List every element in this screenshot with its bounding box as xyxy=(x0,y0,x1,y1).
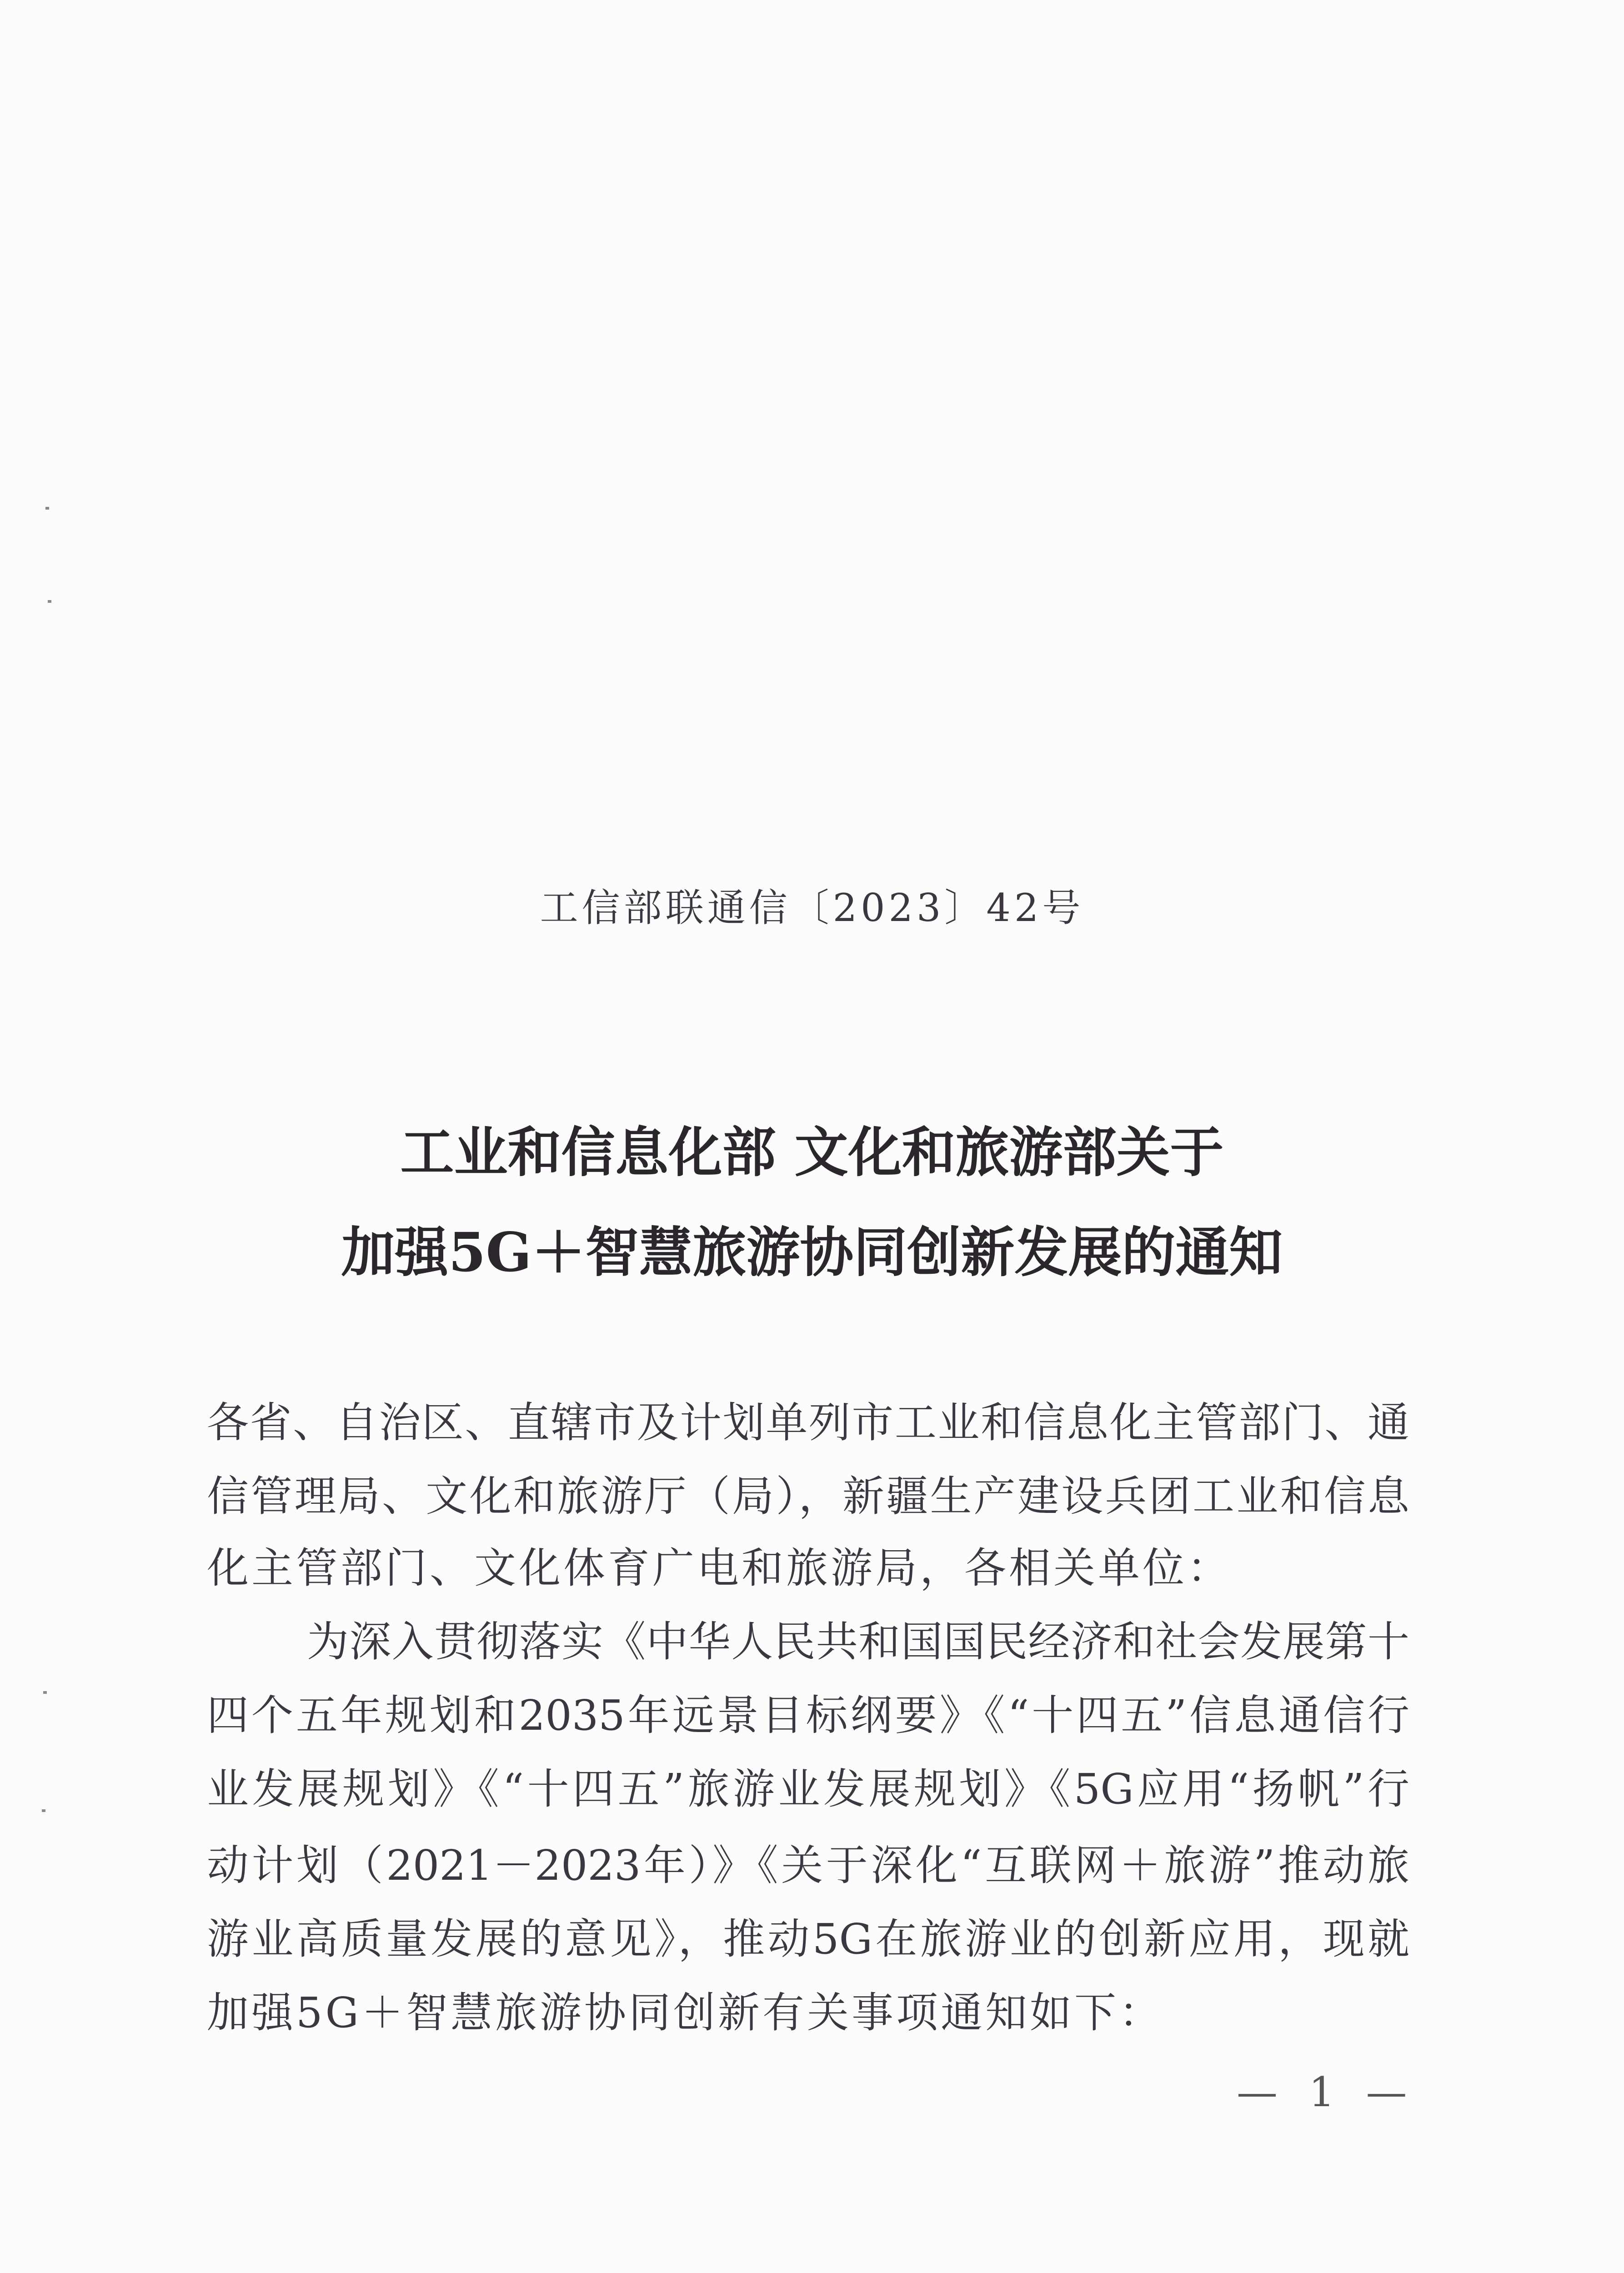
body-line: 动计划（2021－2023年）》《关于深化“互联网＋旅游”推动旅 xyxy=(207,1841,1409,1890)
scan-mark xyxy=(43,1691,47,1694)
scan-mark xyxy=(48,600,51,603)
body-line: 游业高质量发展的意见》，推动5G在旅游业的创新应用，现就 xyxy=(207,1915,1409,1963)
scan-mark xyxy=(45,507,49,510)
body-line: 加强5G＋智慧旅游协同创新有关事项通知如下： xyxy=(207,1988,1164,2037)
document-title-line-2: 加强5G＋智慧旅游协同创新发展的通知 xyxy=(341,1221,1283,1284)
body-line: 业发展规划》《“十四五”旅游业发展规划》《5G应用“扬帆”行 xyxy=(207,1765,1409,1813)
body-line: 信管理局、文化和旅游厅（局），新疆生产建设兵团工业和信息 xyxy=(207,1472,1409,1521)
page-number: — 1 — xyxy=(1237,2068,1416,2116)
body-line: 四个五年规划和2035年远景目标纲要》《“十四五”信息通信行 xyxy=(207,1691,1409,1740)
document-title-line-1: 工业和信息化部 文化和旅游部关于 xyxy=(400,1121,1224,1184)
document-number: 工信部联通信〔2023〕42号 xyxy=(540,886,1084,930)
body-line: 化主管部门、文化体育广电和旅游局，各相关单位： xyxy=(207,1544,1232,1592)
scan-mark xyxy=(42,1809,45,1812)
body-line: 各省、自治区、直辖市及计划单列市工业和信息化主管部门、通 xyxy=(207,1398,1409,1447)
body-line: 为深入贯彻落实《中华人民共和国国民经济和社会发展第十 xyxy=(307,1617,1409,1666)
